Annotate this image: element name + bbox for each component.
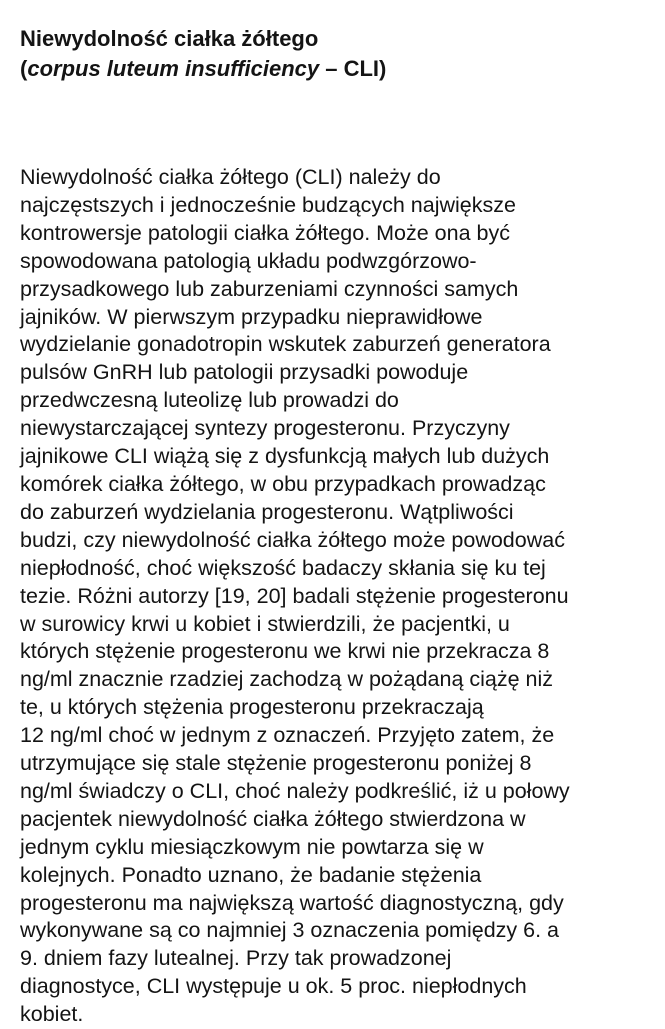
subtitle-abbreviation: – CLI) [319, 56, 387, 81]
paragraph-line: do zaburzeń wydzielania progesteronu. Wątpliwości [20, 499, 514, 524]
paragraph-line: wykonywane są co najmniej 3 oznaczenia pomiędzy 6. a [20, 918, 559, 943]
paragraph-line: pulsów GnRH lub patologii przysadki powoduje [20, 360, 469, 385]
paragraph-line: progesteronu ma największą wartość diagnostyczną, gdy [20, 890, 564, 915]
paragraph-line: diagnostyce, CLI występuje u ok. 5 proc. niepłodnych [20, 974, 527, 999]
paragraph-line: niewystarczającej syntezy progesteronu. Przyczyny [20, 416, 510, 441]
subtitle-latin-term: corpus luteum insufficiency [27, 56, 320, 81]
paragraph-line: ng/ml znacznie rzadziej zachodzą w pożądaną ciążę niż [20, 667, 554, 692]
paragraph-line: w surowicy krwi u kobiet i stwierdzili, że pacjentki, u [20, 611, 510, 636]
paragraph-line: przysadkowego lub zaburzeniami czynności samych [20, 276, 519, 301]
paragraph-line: 12 ng/ml choć w jednym z oznaczeń. Przyjęto zatem, że [20, 723, 555, 748]
paragraph-line: budzi, czy niewydolność ciałka żółtego może powodować [20, 527, 565, 552]
paragraph-line: najczęstszych i jednocześnie budzących największe [20, 192, 516, 217]
paragraph-line: komórek ciałka żółtego, w obu przypadkach prowadząc [20, 471, 546, 496]
paragraph-line: wydzielanie gonadotropin wskutek zaburzeń generatora [20, 332, 551, 357]
paragraph-line: niepłodność, choć większość badaczy skłania się ku tej [20, 555, 546, 580]
paragraph-line: pacjentek niewydolność ciałka żółtego stwierdzona w [20, 806, 526, 831]
paragraph-line: jajnikowe CLI wiążą się z dysfunkcją małych lub dużych [20, 444, 550, 469]
paragraph-line: jednym cyklu miesiączkowym nie powtarza się w [20, 834, 484, 859]
paragraph-line: których stężenie progesteronu we krwi nie przekracza 8 [20, 639, 550, 664]
paragraph-line: ng/ml świadczy o CLI, choć należy podkreślić, iż u połowy [20, 778, 570, 803]
paragraph-line: kobiet. [20, 1002, 84, 1027]
section-title: Niewydolność ciałka żółtego [20, 26, 319, 51]
section-subtitle [20, 54, 652, 84]
paragraph-line: Niewydolność ciałka żółtego (CLI) należy do [20, 165, 441, 189]
paragraph-line: tezie. Różni autorzy [19, 20] badali stężenie progesteronu [20, 583, 569, 608]
paragraph-line: kolejnych. Ponadto uznano, że badanie stężenia [20, 862, 482, 887]
paragraph-line: jajników. W pierwszym przypadku nieprawidłowe [20, 304, 483, 329]
subtitle-open-paren: ( [20, 56, 28, 81]
document-page [20, 24, 652, 1029]
paragraph-line: kontrowersje patologii ciałka żółtego. Może ona być [20, 220, 510, 245]
paragraph-line: przedwczesną luteolizę lub prowadzi do [20, 388, 399, 413]
body-paragraph [20, 164, 652, 1029]
paragraph-line: te, u których stężenia progesteronu przekraczają [20, 695, 484, 720]
paragraph-line: spowodowana patologią układu podwzgórzowo- [20, 248, 477, 273]
paragraph-line: utrzymujące się stale stężenie progesteronu poniżej 8 [20, 751, 532, 776]
paragraph-line: 9. dniem fazy lutealnej. Przy tak prowadzonej [20, 946, 452, 971]
